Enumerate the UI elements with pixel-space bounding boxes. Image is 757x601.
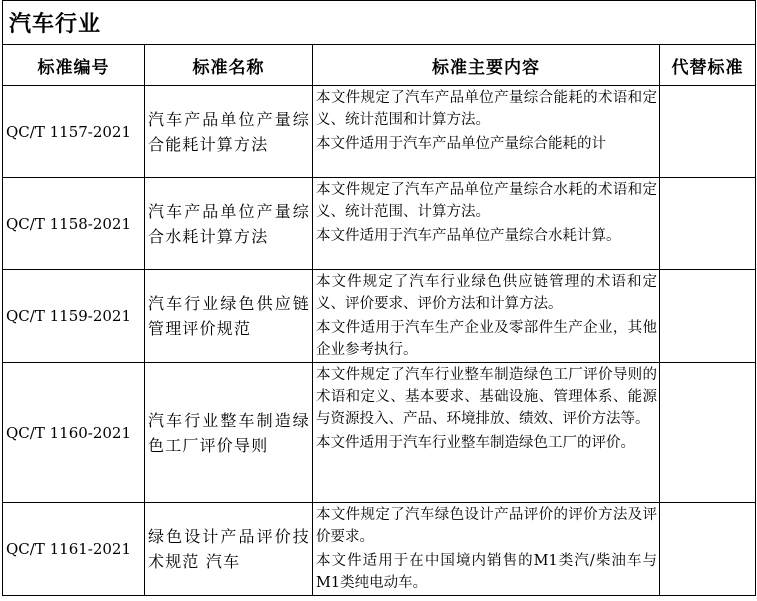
standard-name: 汽车产品单位产量综合水耗计算方法 [145,178,313,270]
content-applicability: 本文件适用于在中国境内销售的M1类汽/柴油车与M1类纯电动车。 [316,553,657,591]
section-row [3,1,756,45]
content-applicability: 本文件适用于汽车生产企业及零部件生产企业，其他企业参考执行。 [316,320,657,358]
standard-name: 汽车行业整车制造绿色工厂评价导则 [145,363,313,503]
table-row [3,503,756,596]
standard-content [313,178,660,270]
replaced-standard [660,503,756,596]
content-scope: 本文件规定了汽车产品单位产量综合水耗的术语和定义、统计范围、计算方法。 [316,182,657,220]
standard-name: 汽车产品单位产量综合能耗计算方法 [145,86,313,178]
content-applicability: 本文件适用于汽车产品单位产量综合水耗计算。 [316,228,621,244]
replaced-standard [660,178,756,270]
standards-table [2,0,756,596]
table-row [3,363,756,503]
table-row [3,270,756,363]
standard-code: QC/T 1161-2021 [3,503,145,596]
standard-content [313,503,660,596]
standard-name: 汽车行业绿色供应链管理评价规范 [145,270,313,363]
standard-content [313,86,660,178]
content-scope: 本文件规定了汽车产品单位产量综合能耗的术语和定义、统计范围和计算方法。 [316,90,657,128]
standard-code: QC/T 1157-2021 [3,86,145,178]
replaced-standard [660,270,756,363]
standards-page [2,0,755,601]
header-code: 标准编号 [3,45,145,86]
section-title: 汽车行业 [3,1,756,45]
header-row [3,45,756,86]
standard-code: QC/T 1160-2021 [3,363,145,503]
standard-name: 绿色设计产品评价技术规范 汽车 [145,503,313,596]
content-scope: 本文件规定了汽车行业绿色供应链管理的术语和定义、评价要求、评价方法和计算方法。 [316,274,657,312]
header-content: 标准主要内容 [313,45,660,86]
table-row [3,86,756,178]
header-name: 标准名称 [145,45,313,86]
standard-code: QC/T 1159-2021 [3,270,145,363]
replaced-standard [660,86,756,178]
content-scope: 本文件规定了汽车行业整车制造绿色工厂评价导则的术语和定义、基本要求、基础设施、管理体系、能源与资源投入、产品、环境排放、绩效、评价方法等。 [316,367,657,427]
standard-content [313,270,660,363]
standard-code: QC/T 1158-2021 [3,178,145,270]
header-replace: 代替标准 [660,45,756,86]
replaced-standard [660,363,756,503]
content-applicability: 本文件适用于汽车产品单位产量综合能耗的计 [316,136,606,152]
standard-content [313,363,660,503]
content-applicability: 本文件适用于汽车行业整车制造绿色工厂的评价。 [316,435,635,451]
content-scope: 本文件规定了汽车绿色设计产品评价的评价方法及评价要求。 [316,507,657,545]
table-row [3,178,756,270]
